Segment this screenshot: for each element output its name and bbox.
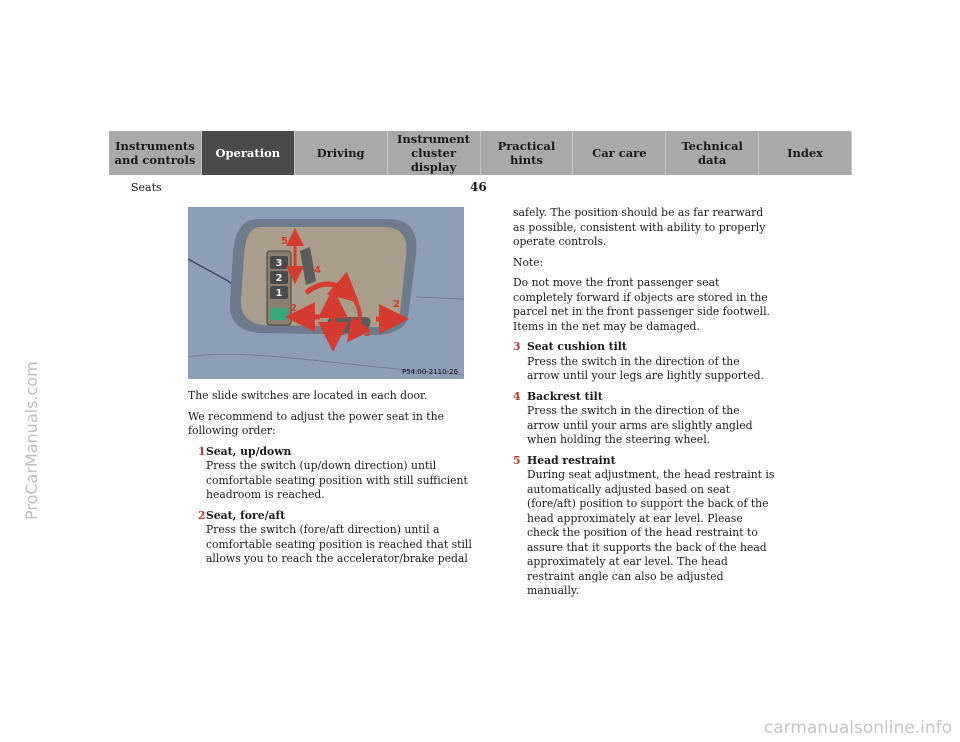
callout-4: 4 [314,265,321,276]
item-text: Press the switch (fore/aft direction) until a comfortable seating position is reached that still allows you to reach the accelerator/brake pedal [206,523,472,565]
callout-3: 3 [364,328,371,339]
tab-car-care[interactable]: Car care [573,131,666,175]
section-tabs [109,131,852,175]
watermark-carmanualsonline: carmanualsonline.info [763,718,952,738]
intro-paragraph-2: We recommend to adjust the power seat in the following order: [188,409,444,437]
item-title: Head restraint [527,453,616,467]
note-text: Do not move the front passenger seat completely forward if objects are stored in the parcel net in the front passenger side footwell. Items in the net may be damaged. [513,276,770,333]
item-number: 2 [198,508,206,522]
continuation-paragraph: safely. The position should be as far rearward as possible, consistent with ability to properly operate controls. [513,206,766,248]
list-item [513,340,775,384]
item-number: 1 [198,444,206,458]
list-item [198,508,478,567]
callout-2-left: 2 [290,303,297,314]
tab-driving[interactable]: Driving [295,131,388,175]
item-title: Seat cushion tilt [527,340,627,353]
seat-switch-illustration [188,207,464,379]
item-title: Seat, up/down [206,444,292,458]
intro-paragraph-1: The slide switches are located in each door. [188,389,428,402]
left-column [188,389,478,573]
item-number: 3 [513,340,521,353]
memory-button-3: 3 [275,258,283,269]
adjustment-list-left [188,445,478,567]
tab-instrument-cluster-display[interactable]: Instrument cluster display [388,131,481,175]
item-title: Seat, fore/aft [206,508,286,522]
list-item [198,444,478,503]
memory-button-2: 2 [275,273,283,284]
list-item [513,390,775,448]
figure-label: P54.00-2110-26 [401,368,458,376]
tab-index[interactable]: Index [759,131,852,175]
item-text: During seat adjustment, the head restraint is automatically adjusted based on seat (fore/aft) position to support the back of the head approximately at ear level. Please check the position of the head restraint to assure that it supports the back of the head approximately at ear level. The head restraint angle can also be adjusted manually. [527,468,775,597]
seat-switch-figure [188,207,464,379]
item-text: Press the switch in the direction of the arrow until your legs are lightly supported. [527,354,764,382]
tab-practical-hints[interactable]: Practical hints [481,131,574,175]
right-column [513,206,775,605]
item-text: Press the switch (up/down direction) until comfortable seating position with still sufficient headroom is reached. [206,459,468,501]
watermark-procarmanuals: ProCarManuals.com [22,361,41,520]
list-item [513,454,775,599]
tab-instruments-and-controls[interactable]: Instruments and controls [109,131,202,175]
note-label: Note: [513,255,544,269]
callout-1: 1 [338,327,345,338]
item-title: Backrest tilt [527,389,603,403]
page-number: 46 [470,180,487,194]
callout-2-right: 2 [393,299,400,310]
item-number: 4 [513,389,521,403]
memory-button-1: 1 [275,288,283,299]
tab-operation[interactable]: Operation [202,131,295,175]
item-number: 5 [513,453,521,467]
tab-technical-data[interactable]: Technical data [666,131,759,175]
section-title: Seats [131,181,162,194]
item-text: Press the switch in the direction of the arrow until your arms are slightly angled when holding the steering wheel. [527,404,753,446]
callout-5: 5 [281,236,288,247]
